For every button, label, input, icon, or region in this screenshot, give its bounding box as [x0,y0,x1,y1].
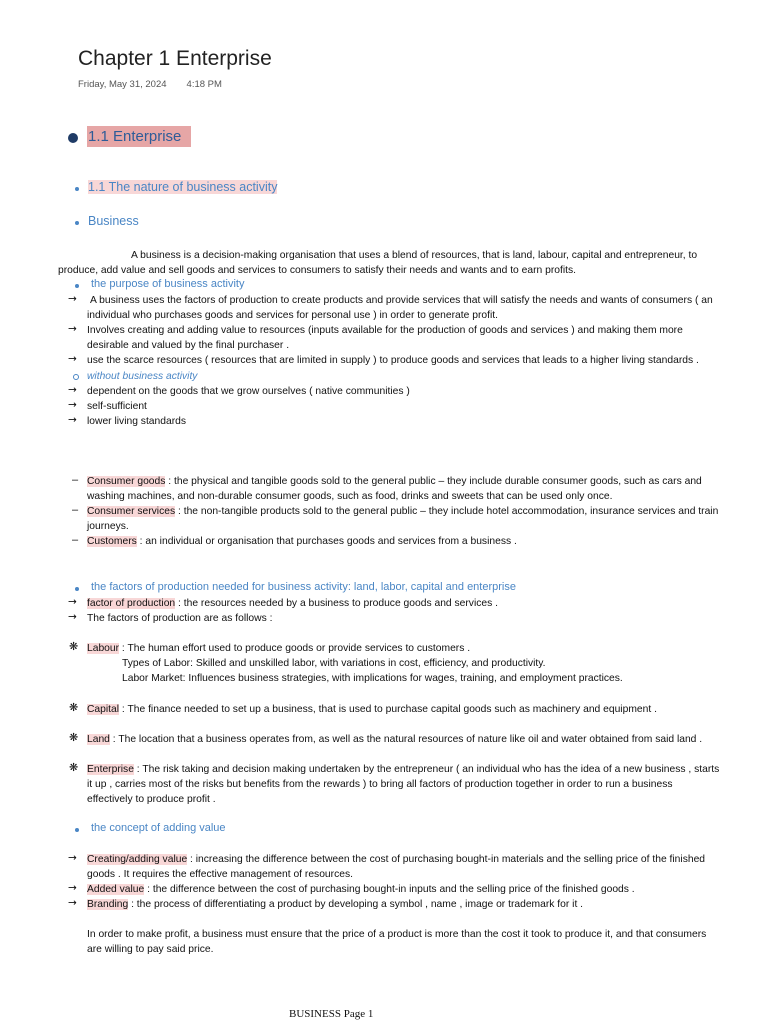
without-item-2: self-sufficient [87,401,147,412]
profit-line-2: are willing to pay said price. [87,944,214,955]
arrow-icon: → [68,399,77,411]
definition-consumer-services-line-1: Consumer services : the non-tangible products sold to the general public – they include hotel accommodation, insurance services and train [87,506,719,517]
bullet-dot-icon [75,187,79,191]
time-text: 4:18 PM [186,79,222,90]
page-title: Chapter 1 Enterprise [78,47,272,70]
arrow-icon: → [68,293,77,305]
profit-line-1: In order to make profit, a business must ensure that the price of a product is more than the cost it took to produce it, and that consumers [87,929,707,940]
arrow-icon: → [68,596,77,608]
arrow-icon: → [68,882,77,894]
bullet-dot-icon [75,828,79,832]
arrow-icon: → [68,384,77,396]
purpose-item-2-line-2: desirable and valued by the final purchaser . [87,340,290,351]
arrow-icon: → [68,852,77,864]
definition-consumer-goods-line-2: washing machines, and non-durable consumer goods, such as food, drinks and sweets that can be used only once. [87,491,613,502]
without-item-1: dependent on the goods that we grow ourselves ( native communities ) [87,386,410,397]
factor-capital: Capital : The finance needed to set up a business, that is used to purchase capital goods such as machinery and equipment . [87,704,657,715]
dash-icon: – [72,474,79,486]
star-bullet-icon: ❋ [69,731,79,744]
creating-value-line-1: Creating/adding value : increasing the difference between the cost of purchasing bought-in materials and the selling price of the finished [87,854,706,865]
bullet-dot-icon [75,284,79,288]
arrow-icon: → [68,353,77,365]
creating-value-line-2: goods . It requires the effective management of resources. [87,869,353,880]
definition-customers: Customers : an individual or organisation that purchases goods and services from a business . [87,536,517,547]
arrow-icon: → [68,323,77,335]
factor-enterprise-line-2: it up , carries most of the risks but benefits from the rewards ) to bring all factors of production together in order to run a business [87,779,673,790]
page-footer: BUSINESS Page 1 [289,1008,374,1020]
circle-bullet-icon [73,374,79,380]
arrow-icon: → [68,897,77,909]
intro-line-2: produce, add value and sell goods and services to consumers to satisfy their needs and wants and to earn profits. [58,265,577,276]
factor-land: Land : The location that a business operates from, as well as the natural resources of nature like oil and water obtained from said land . [87,734,703,745]
heading-business: Business [88,214,139,228]
purpose-item-1-line-1: A business uses the factors of production to create products and provide services that will satisfy the needs and wants of consumers ( an [90,295,713,306]
factor-enterprise-line-1: Enterprise : The risk taking and decision making undertaken by the entrepreneur ( an individual who has the idea of a new business , starts [87,764,720,775]
without-heading: without business activity [87,371,198,382]
purpose-item-2-line-1: Involves creating and adding value to resources (inputs available for the production of goods and services ) and making them more [87,325,683,336]
factor-labour: Labour : The human effort used to produce goods or provide services to customers . [87,643,471,654]
page-meta [78,79,222,90]
factor-enterprise-line-3: effectively to produce profit . [87,794,216,805]
star-bullet-icon: ❋ [69,761,79,774]
intro-line-1: A business is a decision-making organisation that uses a blend of resources, that is land, labour, capital and entrepreneur, to [131,250,698,261]
factors-intro: The factors of production are as follows : [87,613,273,624]
definition-consumer-goods-line-1: Consumer goods : the physical and tangible goods sold to the general public – they include durable consumer goods, such as cars and [87,476,702,487]
definition-consumer-services-line-2: journeys. [87,521,129,532]
branding: Branding : the process of differentiating a product by developing a symbol , name , image or trademark for it . [87,899,584,910]
purpose-item-1-line-2: individual who purchases goods and services for personal use ) in order to generate profit. [87,310,498,321]
bullet-dot-icon [68,133,78,143]
heading-1: 1.1 Enterprise [87,128,191,145]
star-bullet-icon: ❋ [69,640,79,653]
without-item-3: lower living standards [87,416,187,427]
purpose-item-3: use the scarce resources ( resources that are limited in supply ) to produce goods and services that leads to a higher living standards . [87,355,699,366]
dash-icon: – [72,504,79,516]
factor-definition: factor of production : the resources needed by a business to produce goods and services . [87,598,498,609]
labour-sub-1: Types of Labor: Skilled and unskilled labor, with variations in cost, efficiency, and productivity. [122,658,546,669]
purpose-heading: the purpose of business activity [91,278,245,290]
added-value: Added value : the difference between the cost of purchasing bought-in inputs and the selling price of the finished goods . [87,884,635,895]
dash-icon: – [72,534,79,546]
bullet-dot-icon [75,587,79,591]
labour-sub-2: Labor Market: Influences business strategies, with implications for wages, training, and employment practices. [122,673,623,684]
value-heading: the concept of adding value [91,822,226,834]
date-text: Friday, May 31, 2024 [78,79,167,90]
heading-2: 1.1 The nature of business activity [88,180,278,194]
arrow-icon: → [68,611,77,623]
bullet-dot-icon [75,221,79,225]
star-bullet-icon: ❋ [69,701,79,714]
factors-heading: the factors of production needed for business activity: land, labor, capital and enterprise [91,581,516,593]
arrow-icon: → [68,414,77,426]
